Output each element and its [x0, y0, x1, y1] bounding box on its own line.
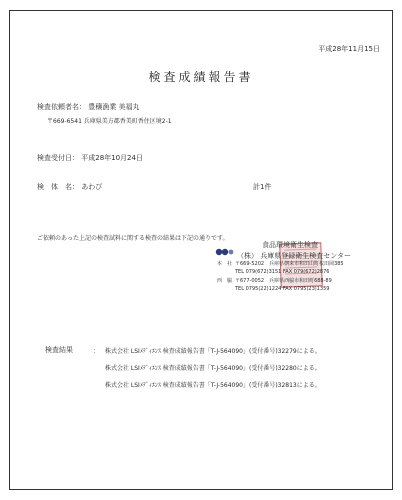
issue-date: 平成28年11月15日	[318, 45, 380, 53]
result-row-2: 株式会社 LSIﾒﾃﾞｨｴﾝｽ 検査成績報告書「T-J-564090」(受付番号)32280による。	[105, 365, 321, 372]
received-row	[37, 153, 143, 163]
received-date: 平成28年10月24日	[81, 154, 143, 162]
specimen-label: 検 体 名：	[37, 183, 79, 191]
specimen-row	[37, 182, 102, 192]
result-row-3: 株式会社 LSIﾒﾃﾞｨｴﾝｽ 検査成績報告書「T-J-564090」(受付番号)32813による。	[105, 382, 321, 389]
issuer-branch-label: 西 脇	[217, 278, 233, 284]
issuer-branch-tel: TEL 0795(22)1224 FAX 0795(23)1359	[235, 286, 330, 292]
issuer-org-line1: 食品環境衛生検査	[262, 241, 318, 249]
company-logo-icon	[215, 246, 235, 258]
issuer-hq-label: 本 社	[217, 261, 233, 267]
client-address: 〒669-6541 兵庫県美方郡香美町香住区境2-1	[47, 118, 172, 125]
document-title: 検査成績報告書	[148, 70, 254, 84]
result-row-1: 株式会社 LSIﾒﾃﾞｨｴﾝｽ 検査成績報告書「T-J-564090」(受付番号)32279による。	[105, 348, 321, 355]
issuer-branch-address: 〒677-0052 兵庫県西脇市和田町688-89	[235, 278, 332, 284]
specimen-count: 計1件	[253, 183, 272, 191]
issuer-hq-address: 〒669-5202 兵庫県朝来市和田山町枚田岡385	[235, 261, 344, 267]
received-label: 検査受付日：	[37, 154, 79, 162]
issuer-org-line2: （株） 兵庫県登録衛生検査センター	[237, 252, 351, 260]
issuer-hq-tel: TEL 079(672)3151 FAX 079(672)2876	[235, 269, 330, 275]
result-row-prefix: ：	[93, 348, 100, 355]
client-label: 検査依頼者名：	[37, 103, 86, 111]
results-label: 検査結果	[45, 346, 73, 354]
specimen-name: あわび	[81, 183, 103, 191]
client-row	[37, 102, 139, 112]
client-name: 豊穣漁業 美福丸	[88, 103, 140, 111]
result-note: ご依頼のあった上記の検査試料に関する検査の結果は下記の通りです。	[37, 235, 229, 242]
